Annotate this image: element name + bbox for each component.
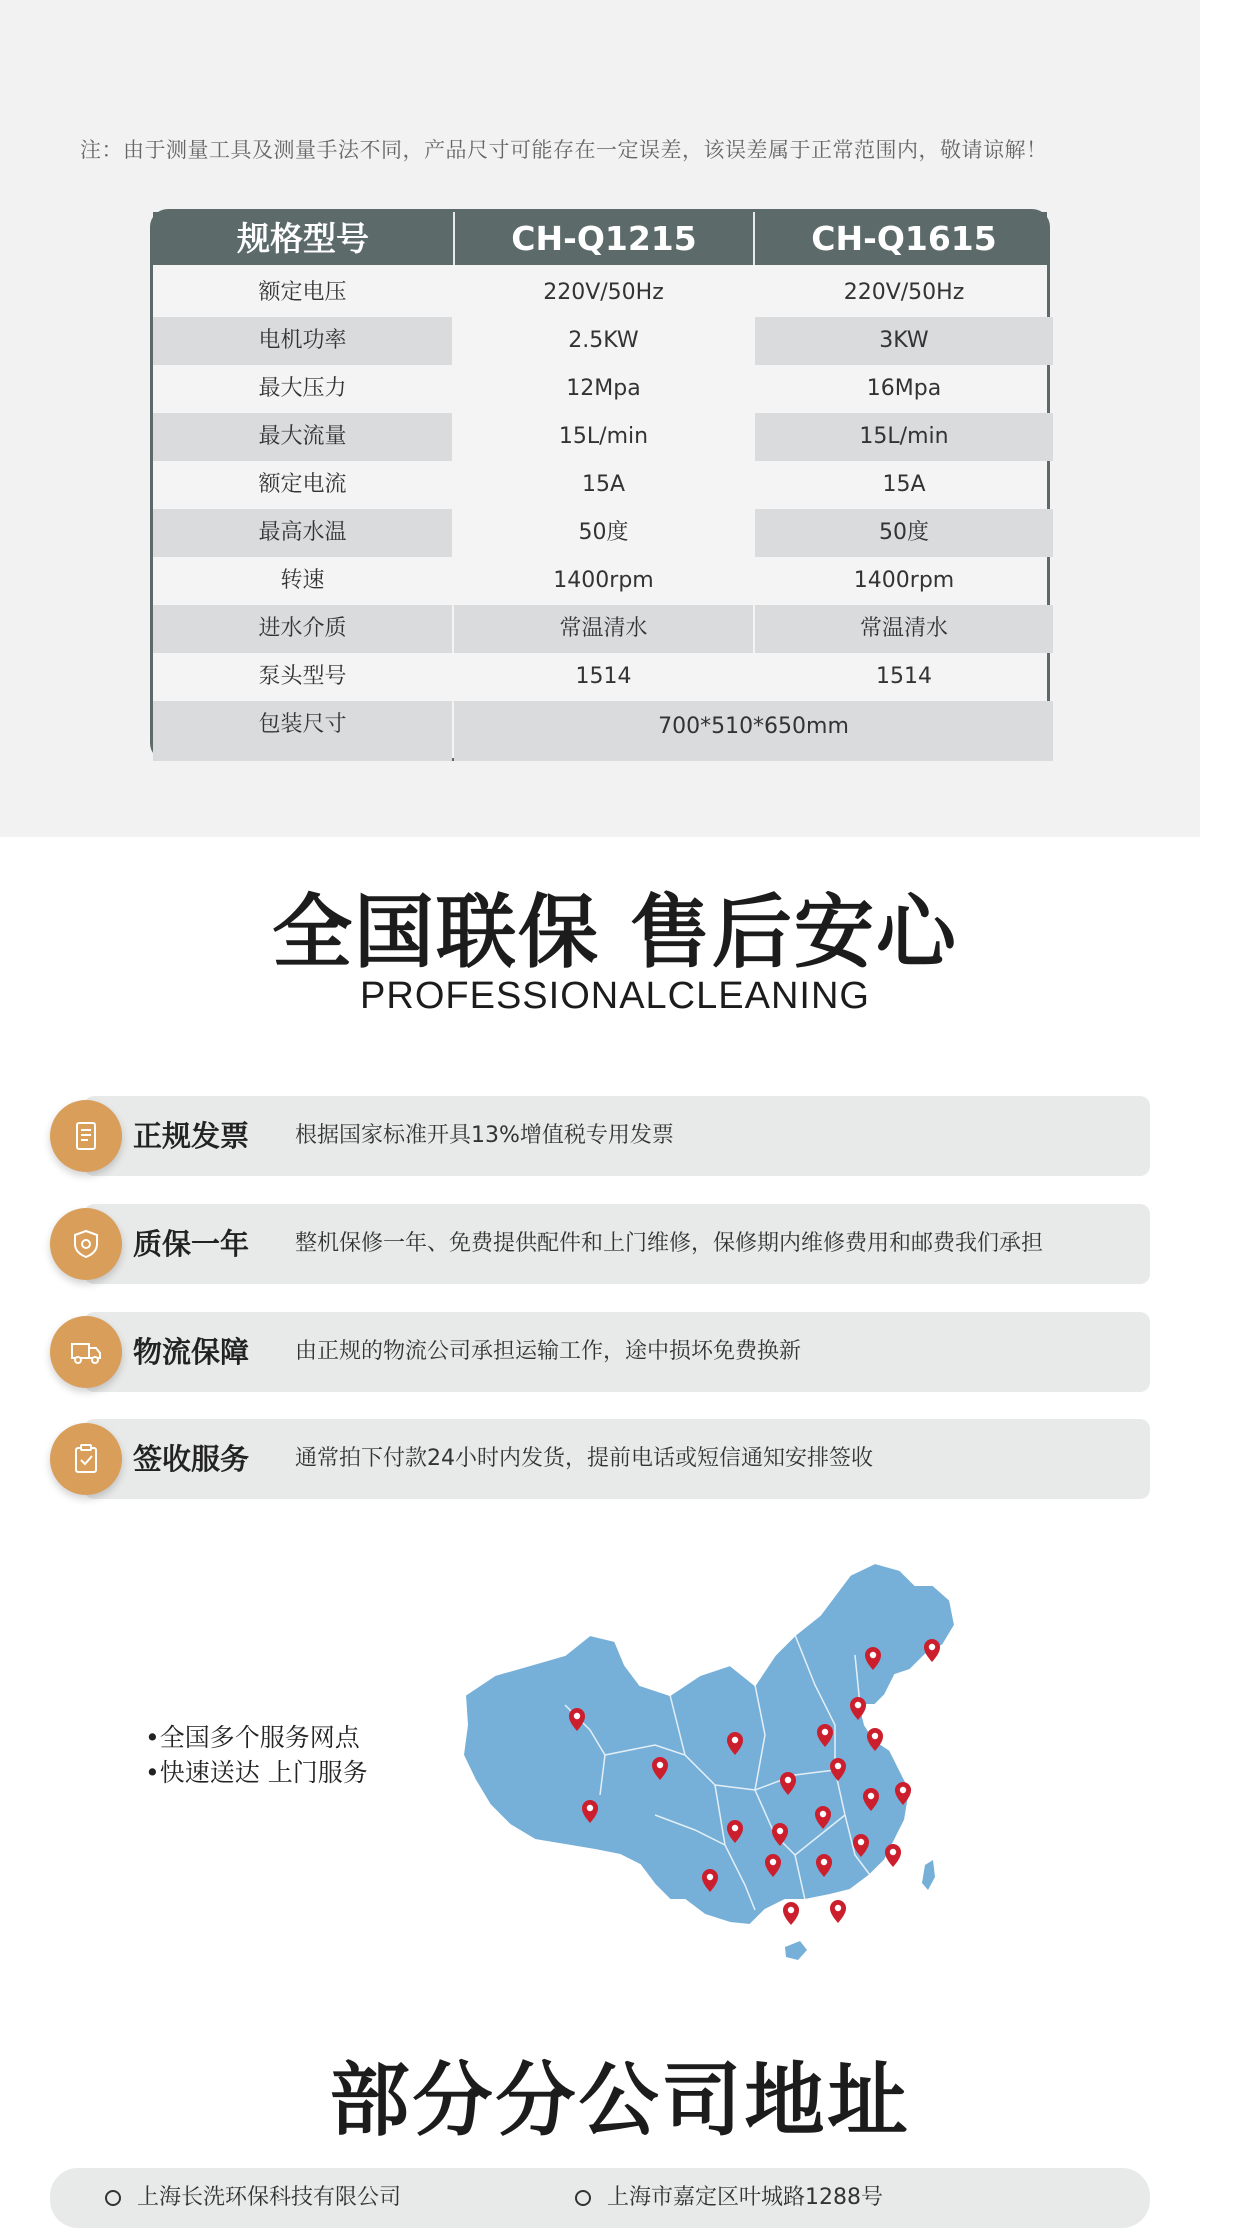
row-label: 泵头型号 <box>258 664 347 689</box>
map-pin <box>783 1902 799 1925</box>
row-value-q1615: 3KW <box>755 317 1053 365</box>
taiwan-island <box>922 1860 935 1890</box>
location-icon <box>105 2190 121 2206</box>
row-value-q1215: 12Mpa <box>566 376 641 401</box>
row-value-q1215: 2.5KW <box>568 328 639 353</box>
row-value-q1615: 16Mpa <box>866 376 942 401</box>
addresses-title: 部分分公司地址 <box>329 2054 911 2147</box>
table-row <box>153 365 1047 413</box>
header-spec-model: 规格型号 <box>237 219 369 258</box>
service-desc: 通常拍下付款24小时内发货，提前电话或短信通知安排签收 <box>295 1446 873 1471</box>
address-text: 上海长洗环保科技有限公司 <box>137 2185 402 2210</box>
service-item-delivery <box>50 1419 1150 1499</box>
measurement-note: 注：由于测量工具及测量手法不同，产品尺寸可能存在一定误差，该误差属于正常范围内，敬请谅解！ <box>80 138 1048 162</box>
row-value-q1215: 15L/min <box>558 424 649 449</box>
service-item-invoice <box>50 1096 1150 1176</box>
row-label: 进水介质 <box>153 605 452 653</box>
service-item-warranty <box>50 1204 1150 1284</box>
service-title: 正规发票 <box>133 1119 250 1153</box>
address-item <box>105 2180 401 2211</box>
table-row <box>153 653 1047 701</box>
spec-table-header <box>153 212 1047 265</box>
row-label: 电机功率 <box>153 317 452 365</box>
map-pin <box>830 1900 846 1923</box>
hainan-island <box>785 1941 807 1960</box>
address-text: 上海市嘉定区叶城路1288号 <box>607 2185 883 2210</box>
table-row <box>153 317 1047 365</box>
table-row <box>153 509 1047 557</box>
map-pin <box>885 1844 901 1867</box>
row-value-q1615: 50度 <box>755 509 1053 557</box>
spec-section <box>0 0 1200 837</box>
row-value-q1215: 常温清水 <box>454 605 753 653</box>
table-row <box>153 557 1047 605</box>
table-row <box>153 269 1047 317</box>
table-row-package <box>153 701 1047 761</box>
location-icon <box>575 2190 591 2206</box>
service-network-bullets <box>145 1720 368 1790</box>
bullet-item: •全国多个服务网点 <box>145 1723 360 1752</box>
china-service-map <box>455 1555 1015 1995</box>
address-item <box>575 2180 883 2211</box>
service-title: 质保一年 <box>133 1227 250 1261</box>
row-value-q1215: 1514 <box>575 664 632 689</box>
headline: 全国联保 售后安心 <box>272 886 958 979</box>
package-size-value: 700*510*650mm <box>454 701 1053 761</box>
package-size-label: 包装尺寸 <box>153 701 452 761</box>
row-label: 最大压力 <box>258 376 347 401</box>
row-value-q1215: 220V/50Hz <box>543 280 664 305</box>
service-title: 物流保障 <box>133 1335 250 1369</box>
header-model-q1615: CH-Q1615 <box>811 219 997 258</box>
table-row <box>153 413 1047 461</box>
row-value-q1615: 220V/50Hz <box>843 280 965 305</box>
service-item-logistics <box>50 1312 1150 1392</box>
row-value-q1615: 15L/min <box>755 413 1053 461</box>
row-value-q1215: 15A <box>581 472 626 497</box>
address-bar <box>50 2168 1150 2228</box>
service-desc: 整机保修一年、免费提供配件和上门维修，保修期内维修费用和邮费我们承担 <box>295 1231 1044 1256</box>
service-desc: 根据国家标准开具13%增值税专用发票 <box>295 1123 674 1148</box>
row-value-q1615: 15A <box>882 472 926 497</box>
row-value-q1615: 1514 <box>876 664 932 689</box>
row-label: 最高水温 <box>153 509 452 557</box>
row-value-q1615: 常温清水 <box>755 605 1053 653</box>
row-label: 最大流量 <box>153 413 452 461</box>
bullet-item: •快速送达 上门服务 <box>145 1758 368 1787</box>
service-desc: 由正规的物流公司承担运输工作，途中损坏免费换新 <box>295 1339 802 1364</box>
row-label: 额定电压 <box>258 280 347 305</box>
row-value-q1215: 50度 <box>578 520 629 545</box>
header-model-q1215: CH-Q1215 <box>511 219 697 258</box>
clipboard-check-icon <box>50 1423 122 1495</box>
truck-icon <box>50 1316 122 1388</box>
table-row <box>153 605 1047 653</box>
spec-table <box>150 209 1050 761</box>
table-row <box>153 461 1047 509</box>
service-title: 签收服务 <box>133 1442 250 1476</box>
row-label: 转速 <box>280 568 325 593</box>
map-pin <box>924 1639 940 1662</box>
row-value-q1215: 1400rpm <box>553 568 654 593</box>
shield-icon <box>50 1208 122 1280</box>
invoice-icon <box>50 1100 122 1172</box>
row-label: 额定电流 <box>258 472 347 497</box>
subheadline: PROFESSIONALCLEANING <box>360 975 870 1017</box>
row-value-q1615: 1400rpm <box>853 568 955 593</box>
